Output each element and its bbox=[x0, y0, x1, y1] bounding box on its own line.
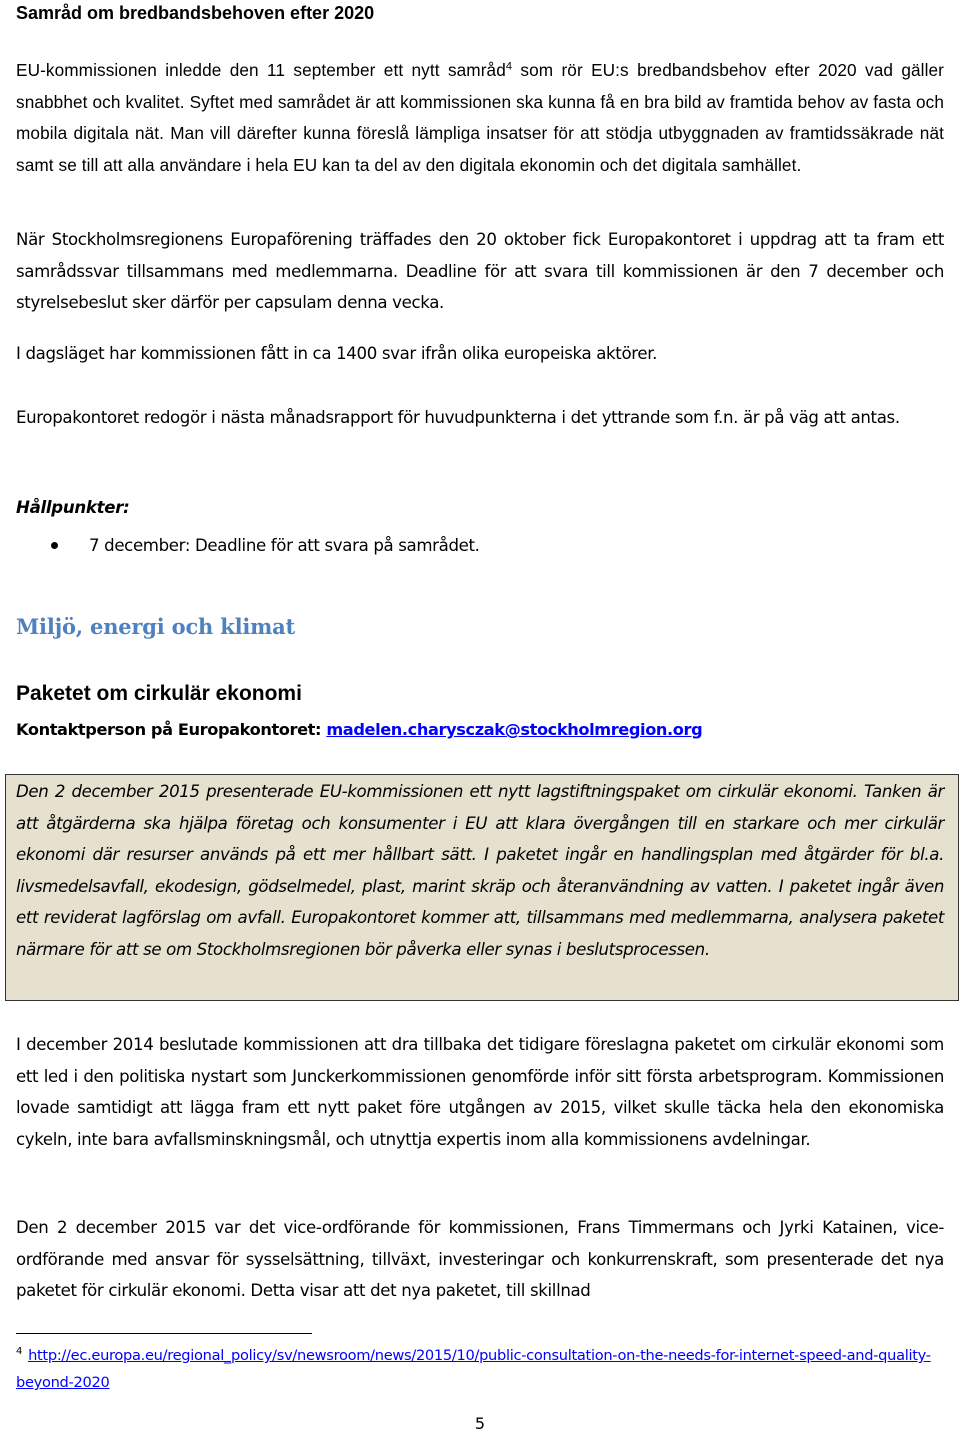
contact-line bbox=[16, 720, 702, 739]
contact-label: Kontaktperson på Europakontoret: bbox=[16, 720, 327, 739]
section-paragraph-3: I dagsläget har kommissionen fått in ca 1400 svar ifrån olika europeiska aktörer. bbox=[16, 344, 658, 363]
article-paragraph-2: Den 2 december 2015 var det vice-ordförande för kommissionen, Frans Timmermans och Jyrki Katainen, vice-ordförande med ansvar för sysselsättning, tillväxt, investeringar och konkurrenskraft, som presenterade det nya paketet för cirkulär ekonomi. Detta visar att det nya paketet, till skillnad bbox=[16, 1218, 944, 1300]
milestone-item bbox=[16, 530, 480, 561]
footnote-separator bbox=[16, 1333, 312, 1334]
contact-email-link[interactable]: madelen.charysczak@stockholmregion.org bbox=[326, 720, 703, 739]
bullet-icon bbox=[51, 542, 58, 549]
paragraph-text: EU-kommissionen inledde den 11 september ett nytt samråd bbox=[16, 60, 506, 80]
milestones-label: Hållpunkter: bbox=[16, 498, 130, 517]
page-number: 5 bbox=[474, 1414, 486, 1433]
section-heading: Samråd om bredbandsbehoven efter 2020 bbox=[16, 3, 375, 23]
summary-text: Den 2 december 2015 presenterade EU-kommissionen ett nytt lagstiftningspaket om cirkulär ekonomi. Tanken är att åtgärderna ska hjälpa företag och konsumenter i EU att klara övergången till en starkare och mer cirkulär ekonomi där resurser används på ett mer hållbart sätt. I paketet ingår en handlingsplan med åtgärder för bl.a. livsmedelsavfall, ekodesign, gödselmedel, plast, marint skräp och återanvändning av vatten. I paketet ingår även ett reviderat lagförslag om avfall. Europakontoret kommer att, tillsammans med medlemmarna, analysera paketet närmare för att se om Stockholmsregionen bör påverka eller synas i beslutsprocessen. bbox=[16, 782, 944, 959]
footnote-link[interactable]: http://ec.europa.eu/regional_policy/sv/newsroom/news/2015/10/public-consultation-on-the-needs-for-internet-speed-and-quality-beyond-2020 bbox=[16, 1347, 931, 1391]
category-heading: Miljö, energi och klimat bbox=[16, 614, 296, 639]
article-title: Paketet om cirkulär ekonomi bbox=[16, 682, 302, 705]
section-paragraph-1 bbox=[16, 55, 944, 181]
milestones-list bbox=[16, 530, 480, 561]
section-paragraph-2: När Stockholmsregionens Europaförening träffades den 20 oktober fick Europakontoret i uppdrag att ta fram ett samrådssvar tillsammans med medlemmarna. Deadline för att svara till kommissionen är den 7 december och styrelsebeslut sker därför per capsulam denna vecka. bbox=[16, 230, 944, 312]
footnote-reference[interactable]: 4 bbox=[505, 60, 513, 73]
article-paragraph-1: I december 2014 beslutade kommissionen att dra tillbaka det tidigare föreslagna paketet om cirkulär ekonomi som ett led i den politiska nystart som Junckerkommissionen genomförde inför sitt första arbetsprogram. Kommissionen lovade samtidigt att lägga fram ett nytt paket före utgången av 2015, vilket skulle täcka hela den ekonomiska cykeln, inte bara avfallsminskningsmål, och utnyttja expertis inom alla kommissionens avdelningar. bbox=[16, 1035, 944, 1149]
footnote-number: 4 bbox=[16, 1346, 23, 1358]
footnote bbox=[16, 1342, 944, 1396]
milestone-text: 7 december: Deadline för att svara på samrådet. bbox=[89, 536, 480, 555]
paragraph-text: som rör EU:s bredbandsbehov efter 2020 vad gäller snabbhet och kvalitet. Syftet med samrådet är att kommissionen ska kunna få en bra bild av framtida behov av fasta och mobila digitala nät. Man vill därefter kunna föreslå lämpliga insatser för att stödja utbyggnaden av framtidssäkrade nät samt se till att alla användare i hela EU kan ta del av den digitala ekonomin och det digitala samhället. bbox=[16, 60, 944, 175]
section-paragraph-4: Europakontoret redogör i nästa månadsrapport för huvudpunkterna i det yttrande som f.n. är på väg att antas. bbox=[16, 408, 900, 427]
